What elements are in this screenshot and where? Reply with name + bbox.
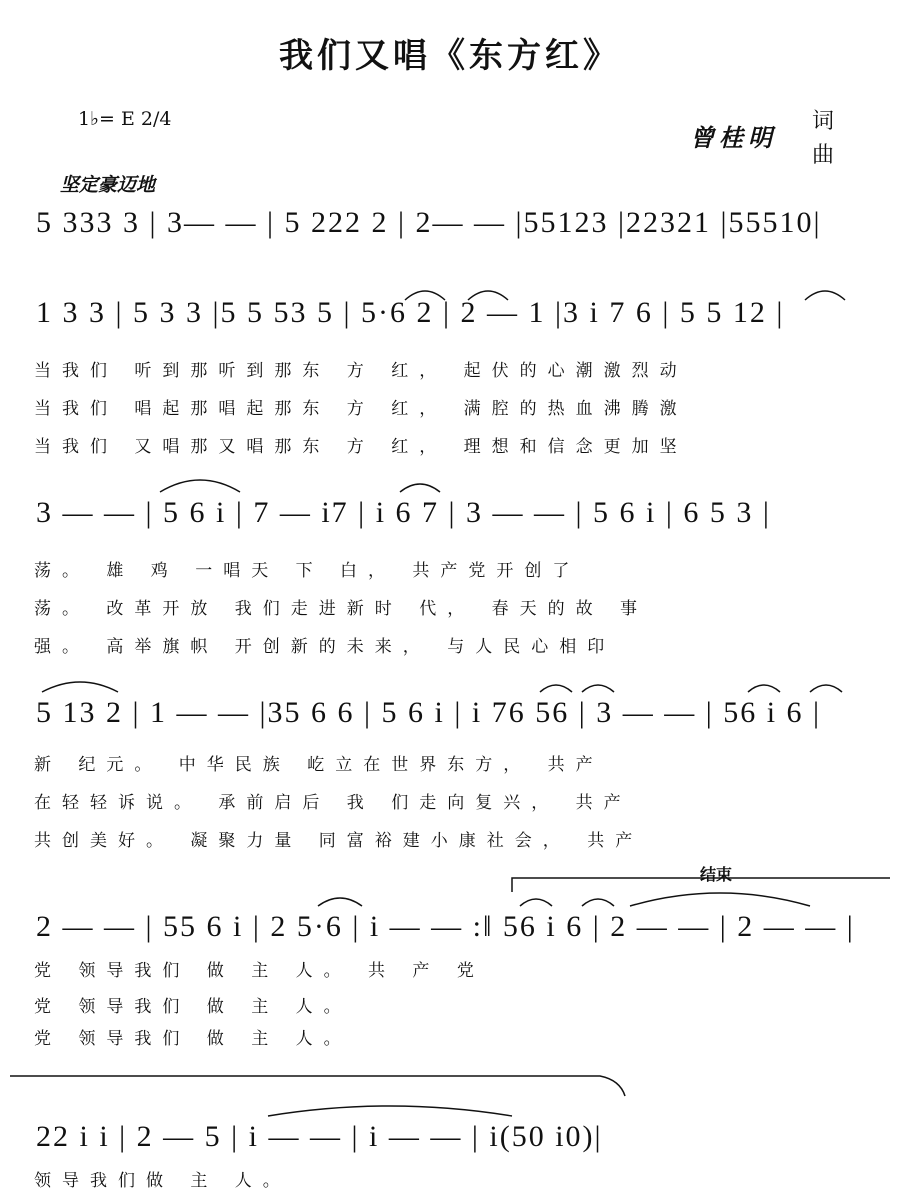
lyric-line-2-2: 当我们 唱起那唱起那东 方 红， 满腔的热血沸腾激: [34, 399, 688, 419]
slur-line-4e: [810, 685, 842, 692]
slur-line-4c: [582, 685, 614, 692]
lyric-line-6-1: 领导我们做 主 人。: [34, 1171, 291, 1191]
key-signature: 1♭= E 2/4: [78, 108, 172, 130]
lyricist-composer: 曾桂明: [690, 123, 777, 152]
lyric-line-3-3: 强。 高举旗帜 开创新的未来， 与人民心相印: [34, 637, 616, 657]
slur-line-5c: [582, 899, 614, 906]
lyric-line-4-1: 新 纪元。 中华民族 屹立在世界东方， 共产: [34, 755, 604, 775]
slur-line-5d: [630, 893, 810, 906]
notation-line-4: 5 13 2 | 1 — — |35 6 6 | 5 6 i | i 76 56 | 3 — — | 56 i 6 |: [36, 696, 822, 729]
role-lyrics: 词: [812, 109, 835, 134]
page-title: 我们又唱《东方红》: [279, 36, 621, 76]
phrase-line-6: [10, 1076, 625, 1096]
lyric-line-4-2: 在轻轻诉说。 承前启后 我 们走向复兴， 共产: [34, 793, 632, 813]
slur-line-2c: [805, 291, 845, 300]
lyric-line-5-1: 党 领导我们 做 主 人。 共 产 党: [34, 961, 485, 981]
slur-line-5b: [520, 899, 552, 906]
role-music: 曲: [812, 143, 835, 168]
lyric-line-2-3: 当我们 又唱那又唱那东 方 红， 理想和信念更加坚: [34, 437, 688, 457]
lyric-line-3-1: 荡。 雄 鸡 一唱天 下 白， 共产党开创了: [34, 561, 581, 581]
slur-line-5a: [318, 898, 362, 906]
slur-line-3a: [160, 480, 240, 492]
slur-line-4d: [748, 685, 780, 692]
slur-line-4b: [540, 685, 572, 692]
slur-line-2b: [468, 291, 508, 300]
slur-line-3b: [400, 484, 440, 492]
lyric-line-5-3: 党 领导我们 做 主 人。: [34, 1029, 352, 1049]
ending-label: 结束: [700, 865, 733, 884]
notation-line-3: 3 — — | 5 6 i | 7 — i7 | i 6 7 | 3 — — | 5 6 i | 6 5 3 |: [36, 496, 771, 529]
notation-line-1: 5 333 3 | 3— — | 5 222 2 | 2— — |55123 |22321 |55510|: [36, 206, 822, 239]
slur-line-2a: [405, 291, 445, 300]
tempo-marking: 坚定豪迈地: [60, 174, 156, 196]
notation-line-6: 22 i i | 2 — 5 | i — — | i — — | i(50 i0)|: [36, 1120, 603, 1153]
lyric-line-4-3: 共创美好。 凝聚力量 同富裕建小康社会， 共产: [34, 831, 644, 851]
slur-line-4a: [42, 682, 118, 692]
lyric-line-3-2: 荡。 改革开放 我们走进新时 代， 春天的故 事: [34, 599, 649, 619]
notation-line-5: 2 — — | 55 6 i | 2 5·6 | i — — :‖ 56 i 6 | 2 — — | 2 — — |: [36, 910, 855, 943]
notation-line-2: 1 3 3 | 5 3 3 |5 5 53 5 | 5·6 2 | 2 — 1 |3 i 7 6 | 5 5 12 |: [36, 296, 785, 329]
volta-bracket: [512, 878, 890, 892]
lyric-line-2-1: 当我们 听到那听到那东 方 红， 起伏的心潮激烈动: [34, 361, 688, 381]
lyric-line-5-2: 党 领导我们 做 主 人。: [34, 997, 352, 1017]
slur-line-6: [268, 1106, 512, 1116]
